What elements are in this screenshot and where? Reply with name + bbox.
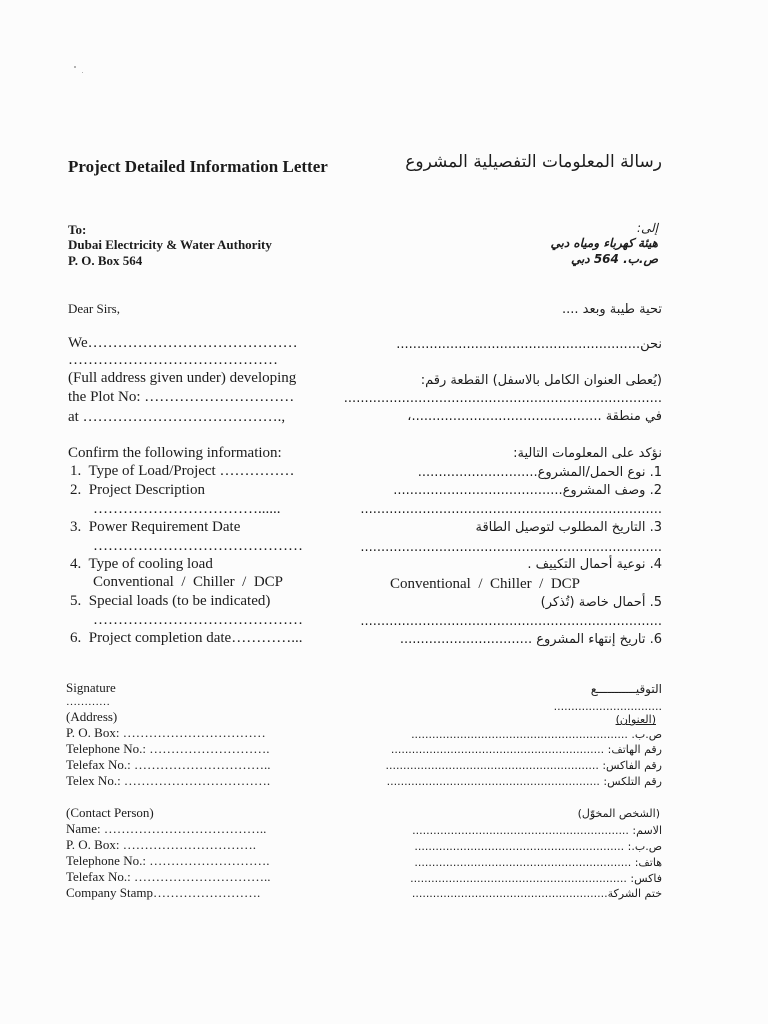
intro-we-arabic: نحن........................................................... [396, 337, 662, 352]
contact-telefax-arabic: فاكس: .............................................................. [410, 872, 662, 885]
signature-telex-arabic: رقم التلكس: ............................................................. [386, 775, 662, 788]
signature-pobox-arabic: ص.ب. .............................................................. [411, 728, 662, 741]
address-label: (Address) [66, 709, 118, 724]
scan-speck [74, 66, 76, 68]
address-to-arabic: إلى: [636, 221, 658, 235]
intro-we: We…………………………………… [68, 335, 298, 351]
intro-dots: …………………………………… [68, 352, 278, 368]
signature-telephone-arabic: رقم الهاتف: ............................................................. [390, 743, 662, 756]
title-english: Project Detailed Information Letter [68, 157, 328, 176]
intro-dots-arabic: ............................................................................. [343, 391, 662, 406]
item-2-dots-arabic: ......................................................................... [360, 502, 662, 517]
contact-company-stamp-arabic: ختم الشركة........................................................ [411, 887, 662, 900]
contact-telephone: Telephone No.: ………………………. [66, 853, 270, 868]
contact-telefax: Telefax No.: ………………………….. [66, 869, 271, 884]
contact-label: (Contact Person) [66, 805, 154, 820]
signature-label-arabic: التوقيـــــــــــع [590, 682, 662, 696]
contact-name-arabic: الاسم: .............................................................. [412, 824, 662, 837]
item-6: 6. Project completion date…………... [70, 630, 303, 646]
signature-telefax-arabic: رقم الفاكس: ............................................................. [385, 759, 662, 772]
intro-at: at …………………………………., [68, 409, 286, 425]
item-3-arabic: 3. التاريخ المطلوب لتوصيل الطاقة [475, 520, 662, 535]
intro-at-arabic: في منطقة ..............................................، [407, 409, 662, 424]
contact-company-stamp: Company Stamp……………………. [66, 885, 261, 900]
address-authority-arabic: هيئة كهرباء ومياه دبي [550, 236, 658, 250]
item-4: 4. Type of cooling load [70, 556, 213, 572]
title-arabic: رسالة المعلومات التفصيلية المشروع [405, 152, 662, 172]
item-2: 2. Project Description [70, 482, 205, 498]
item-2-dots: ……………………………...... [93, 501, 281, 517]
item-6-arabic: 6. تاريخ إنتهاء المشروع ................................ [399, 632, 662, 647]
item-4-arabic: 4. نوعية أحمال التكييف . [527, 557, 662, 572]
address-pobox-arabic: ص.ب. 564 دبي [570, 252, 658, 266]
contact-label-arabic: (الشخص المخوّل) [577, 807, 660, 820]
address-to: To: [68, 222, 87, 237]
intro-address-line: (Full address given under) developing [68, 370, 297, 386]
item-5: 5. Special loads (to be indicated) [70, 593, 271, 609]
scan-speck [82, 72, 83, 73]
signature-telex: Telex No.: ……………………………. [66, 773, 271, 788]
contact-pobox: P. O. Box: …………………………. [66, 837, 256, 852]
signature-dots-arabic: ............................... [553, 700, 662, 713]
contact-pobox-arabic: ص.ب.: ............................................................ [414, 840, 662, 853]
greeting: Dear Sirs, [68, 301, 120, 316]
item-1-arabic: 1. نوع الحمل/المشروع............................. [417, 465, 662, 480]
item-5-dots-arabic: ......................................................................... [360, 614, 662, 629]
signature-dots: ………… [66, 696, 110, 708]
intro-plot: the Plot No: ………………………… [68, 389, 295, 405]
item-2-arabic: 2. وصف المشروع......................................... [393, 483, 662, 498]
intro-address-arabic: (يُعطى العنوان الكامل بالاسفل) القطعة رقم: [420, 373, 662, 388]
confirm-heading-arabic: نؤكد على المعلومات التالية: [513, 446, 662, 461]
item-4-options-arabic-side: Conventional / Chiller / DCP [390, 576, 580, 592]
signature-telefax: Telefax No.: ………………………….. [66, 757, 271, 772]
signature-label: Signature [66, 680, 116, 695]
item-4-options: Conventional / Chiller / DCP [93, 574, 283, 590]
item-3-dots-arabic: ......................................................................... [360, 540, 662, 555]
address-pobox: P. O. Box 564 [68, 253, 143, 268]
address-label-arabic: (العنوان) [615, 713, 656, 726]
confirm-heading: Confirm the following information: [68, 445, 282, 461]
item-3-dots: …………………………………… [93, 538, 303, 554]
signature-telephone: Telephone No.: ………………………. [66, 741, 270, 756]
item-3: 3. Power Requirement Date [70, 519, 241, 535]
item-5-dots: …………………………………… [93, 612, 303, 628]
item-5-arabic: 5. أحمال خاصة (تُذكر) [540, 595, 662, 610]
contact-name: Name: ……………………………….. [66, 821, 267, 836]
signature-pobox: P. O. Box: …………………………… [66, 725, 266, 740]
address-authority: Dubai Electricity & Water Authority [68, 237, 272, 252]
item-1: 1. Type of Load/Project …………… [70, 463, 295, 479]
contact-telephone-arabic: هاتف: .............................................................. [414, 856, 662, 869]
greeting-arabic: تحية طيبة وبعد .... [562, 302, 662, 317]
